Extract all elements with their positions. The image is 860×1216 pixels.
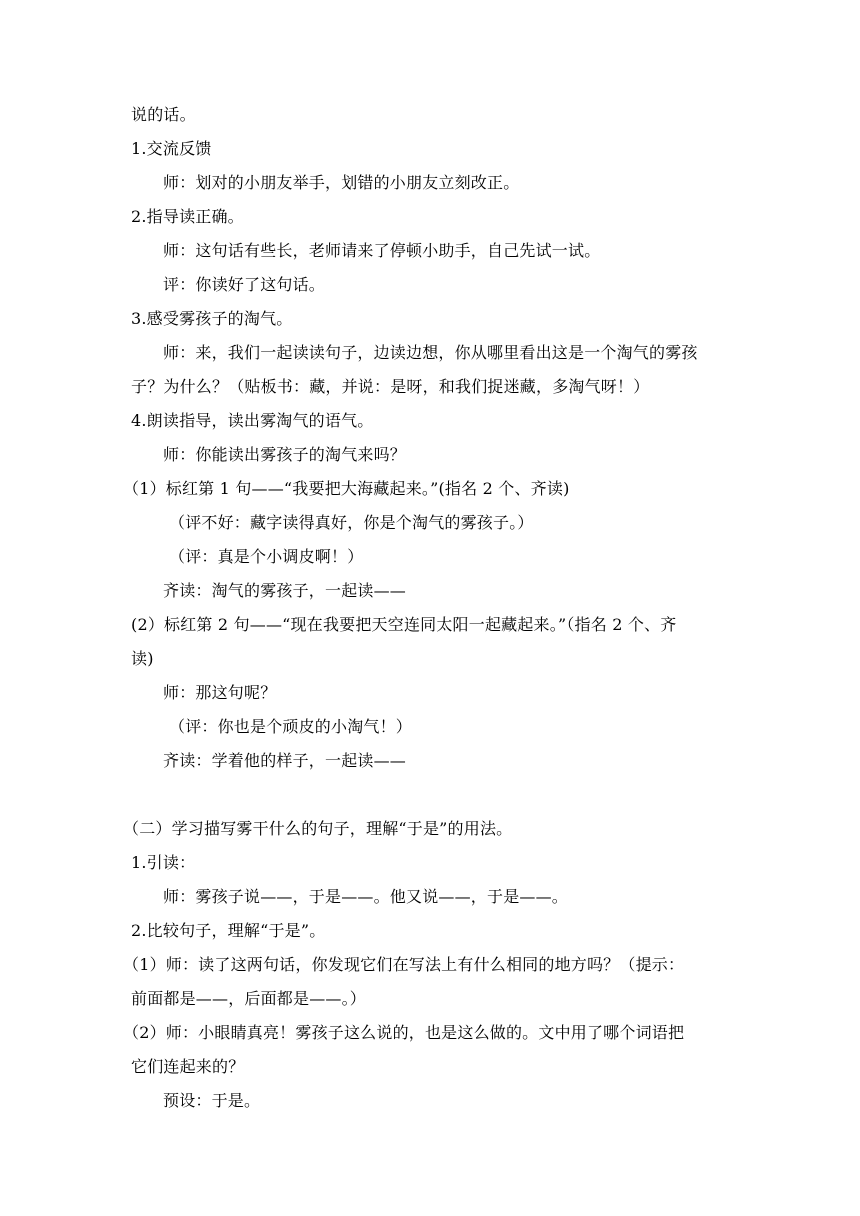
section-heading: 3.感受雾孩子的淘气。	[131, 309, 293, 328]
text-line: 读)	[131, 649, 154, 668]
text-line: （2）师：小眼睛真亮！雾孩子这么说的，也是这么做的。文中用了哪个词语把	[123, 1023, 685, 1042]
section-heading: 1.引读：	[131, 853, 196, 872]
section-heading: （二）学习描写雾干什么的句子，理解“于是”的用法。	[123, 819, 513, 838]
section-heading: 2.比较句子，理解“于是”。	[131, 921, 326, 940]
text-line: （1）标红第 1 句——“我要把大海藏起来。”(指名 2 个、齐读)	[123, 479, 570, 498]
text-line: 它们连起来的？	[131, 1057, 245, 1076]
text-line: 师：划对的小朋友举手，划错的小朋友立刻改正。	[163, 173, 520, 192]
text-line: 齐读：淘气的雾孩子，一起读——	[163, 581, 407, 600]
text-line: 师：你能读出雾孩子的淘气来吗？	[163, 445, 407, 464]
paragraph-gap	[131, 778, 741, 812]
text-line: （1）师：读了这两句话，你发现它们在写法上有什么相同的地方吗？（提示：	[123, 955, 685, 974]
text-line: 前面都是——，后面都是——。）	[131, 989, 367, 1008]
section-heading: 1.交流反馈	[131, 139, 212, 158]
section-heading: 4.朗读指导，读出雾淘气的语气。	[131, 411, 374, 430]
document-body	[123, 98, 741, 1118]
text-line: 齐读：学着他的样子，一起读——	[163, 751, 407, 770]
text-line: 预设：于是。	[163, 1091, 261, 1110]
section-heading: 2.指导读正确。	[131, 207, 244, 226]
text-line: （评不好：藏字读得真好，你是个淘气的雾孩子。）	[169, 513, 534, 532]
text-line: 师：那这句呢？	[163, 683, 277, 702]
text-line: 师：来，我们一起读读句子，边读边想，你从哪里看出这是一个淘气的雾孩	[163, 343, 698, 362]
text-line: 评：你读好了这句话。	[163, 275, 326, 294]
text-line: （评：你也是个顽皮的小淘气！）	[169, 717, 413, 736]
text-line: 师：雾孩子说——，于是——。他又说——，于是——。	[163, 887, 569, 906]
text-line: （评：真是个小调皮啊！）	[169, 547, 364, 566]
text-line: (2）标红第 2 句——“现在我要把天空连同太阳一起藏起来。”（指名 2 个、齐	[131, 615, 677, 634]
text-line: 说的话。	[131, 105, 196, 124]
text-line: 师：这句话有些长，老师请来了停顿小助手，自己先试一试。	[163, 241, 601, 260]
text-line: 子？为什么？（贴板书：藏，并说：是呀，和我们捉迷藏，多淘气呀！）	[131, 377, 650, 396]
